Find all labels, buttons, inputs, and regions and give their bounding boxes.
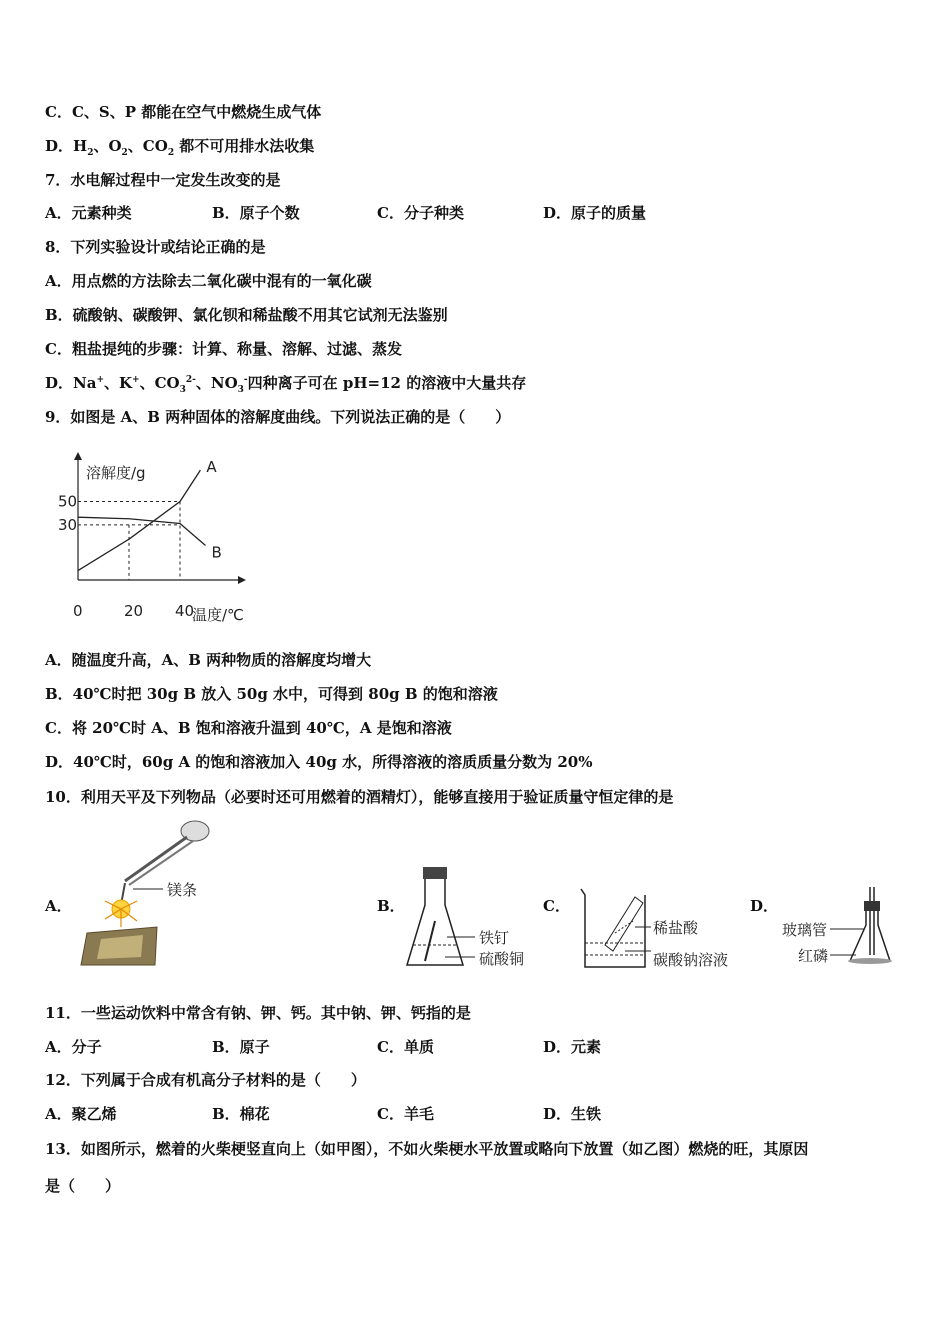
label-copper-sulfate: 硫酸铜 xyxy=(479,950,525,968)
q7-option-a: A．元素种类 xyxy=(45,204,132,222)
q11-option-b: B．原子 xyxy=(212,1038,270,1056)
label-glass-tube: 玻璃管 xyxy=(782,921,828,939)
q8-option-b: B．硫酸钠、碳酸钾、氯化钡和稀盐酸不用其它试剂无法鉴别 xyxy=(45,306,448,324)
x-tick-0: 0 xyxy=(73,602,83,620)
q10-figure-c xyxy=(575,885,755,995)
q8-option-d: D．Na+、K+、$CO_3^{2-}$、$NO_3^-$四种离子可在 pH=12 的溶液中大量共存 xyxy=(45,374,527,395)
q10-option-c: C． xyxy=(543,897,570,915)
x-tick-40: 40 xyxy=(175,602,195,620)
question-7: 7．水电解过程中一定发生改变的是 xyxy=(45,171,281,189)
stopper xyxy=(423,867,447,879)
label-magnesium: 镁条 xyxy=(167,881,198,899)
label-red-phosphorus: 红磷 xyxy=(798,947,829,965)
q11-option-a: A．分子 xyxy=(45,1038,102,1056)
y-axis-label: 溶解度/g xyxy=(86,464,146,482)
question-10: 10．利用天平及下列物品（必要时还可用燃着的酒精灯），能够直接用于验证质量守恒定律的是 xyxy=(45,788,674,806)
question-13: 13．如图所示，燃着的火柴梗竖直向上（如甲图），不如火柴梗水平放置或略向下放置（如乙图）燃烧的旺，其原因 xyxy=(45,1140,809,1158)
q7-option-c: C．分子种类 xyxy=(377,204,464,222)
q12-option-d: D．生铁 xyxy=(543,1105,602,1123)
option-d-previous: D．$H_2$、$O_2$、$CO_2$ 都不可用排水法收集 xyxy=(45,137,315,158)
crucible-tongs-2 xyxy=(129,841,193,885)
q12-option-a: A．聚乙烯 xyxy=(45,1105,117,1123)
q12-option-b: B．棉花 xyxy=(212,1105,270,1123)
q7-option-d: D．原子的质量 xyxy=(543,204,647,222)
question-9: 9．如图是 A、B 两种固体的溶解度曲线。下列说法正确的是（ ） xyxy=(45,408,511,426)
label-iron-nail: 铁钉 xyxy=(479,929,510,947)
y-axis-arrow xyxy=(74,452,82,460)
series-B-line xyxy=(78,517,206,545)
q10-figure-d xyxy=(770,885,940,985)
x-tick-20: 20 xyxy=(124,602,144,620)
q11-option-c: C．单质 xyxy=(377,1038,434,1056)
q9-option-a: A．随温度升高，A、B 两种物质的溶解度均增大 xyxy=(45,651,372,669)
q10-option-a: A． xyxy=(45,897,72,915)
iron-nail xyxy=(425,921,435,961)
q9-option-b: B．40℃时把 30g B 放入 50g 水中，可得到 80g B 的饱和溶液 xyxy=(45,685,498,703)
question-12: 12．下列属于合成有机高分子材料的是（ ） xyxy=(45,1071,366,1089)
solubility-chart xyxy=(50,450,250,630)
q10-option-b: B． xyxy=(377,897,405,915)
q11-option-d: D．元素 xyxy=(543,1038,602,1056)
solution xyxy=(407,945,463,965)
label-dilute-hcl: 稀盐酸 xyxy=(653,919,699,937)
q10-option-d: D． xyxy=(750,897,779,915)
question-8: 8．下列实验设计或结论正确的是 xyxy=(45,238,266,256)
y-tick-30: 30 xyxy=(58,515,78,534)
x-axis-label: 温度/℃ xyxy=(192,606,244,624)
q10-figure-a xyxy=(75,815,235,965)
q7-option-b: B．原子个数 xyxy=(212,204,300,222)
series-B-label: B xyxy=(211,543,222,562)
q8-option-c: C．粗盐提纯的步骤：计算、称量、溶解、过滤、蒸发 xyxy=(45,340,402,358)
crucible-tongs xyxy=(125,837,187,881)
sand xyxy=(848,958,892,964)
option-c-previous: C．C、S、P 都能在空气中燃烧生成气体 xyxy=(45,103,322,121)
q12-option-c: C．羊毛 xyxy=(377,1105,434,1123)
q8-option-a: A．用点燃的方法除去二氧化碳中混有的一氧化碳 xyxy=(45,272,372,290)
series-A-label: A xyxy=(206,458,217,477)
x-axis-arrow xyxy=(238,576,246,584)
q9-option-c: C．将 20℃时 A、B 饱和溶液升温到 40℃，A 是饱和溶液 xyxy=(45,719,452,737)
q9-option-d: D．40℃时，60g A 的饱和溶液加入 40g 水，所得溶液的溶质质量分数为 20% xyxy=(45,753,593,771)
q10-figure-b xyxy=(405,865,565,975)
label-sodium-carbonate: 碳酸钠溶液 xyxy=(653,951,729,969)
stopper xyxy=(864,901,880,911)
question-13-continued: 是（ ） xyxy=(45,1177,121,1195)
y-tick-50: 50 xyxy=(58,492,78,511)
question-11: 11．一些运动饮料中常含有钠、钾、钙。其中钠、钾、钙指的是 xyxy=(45,1004,471,1022)
